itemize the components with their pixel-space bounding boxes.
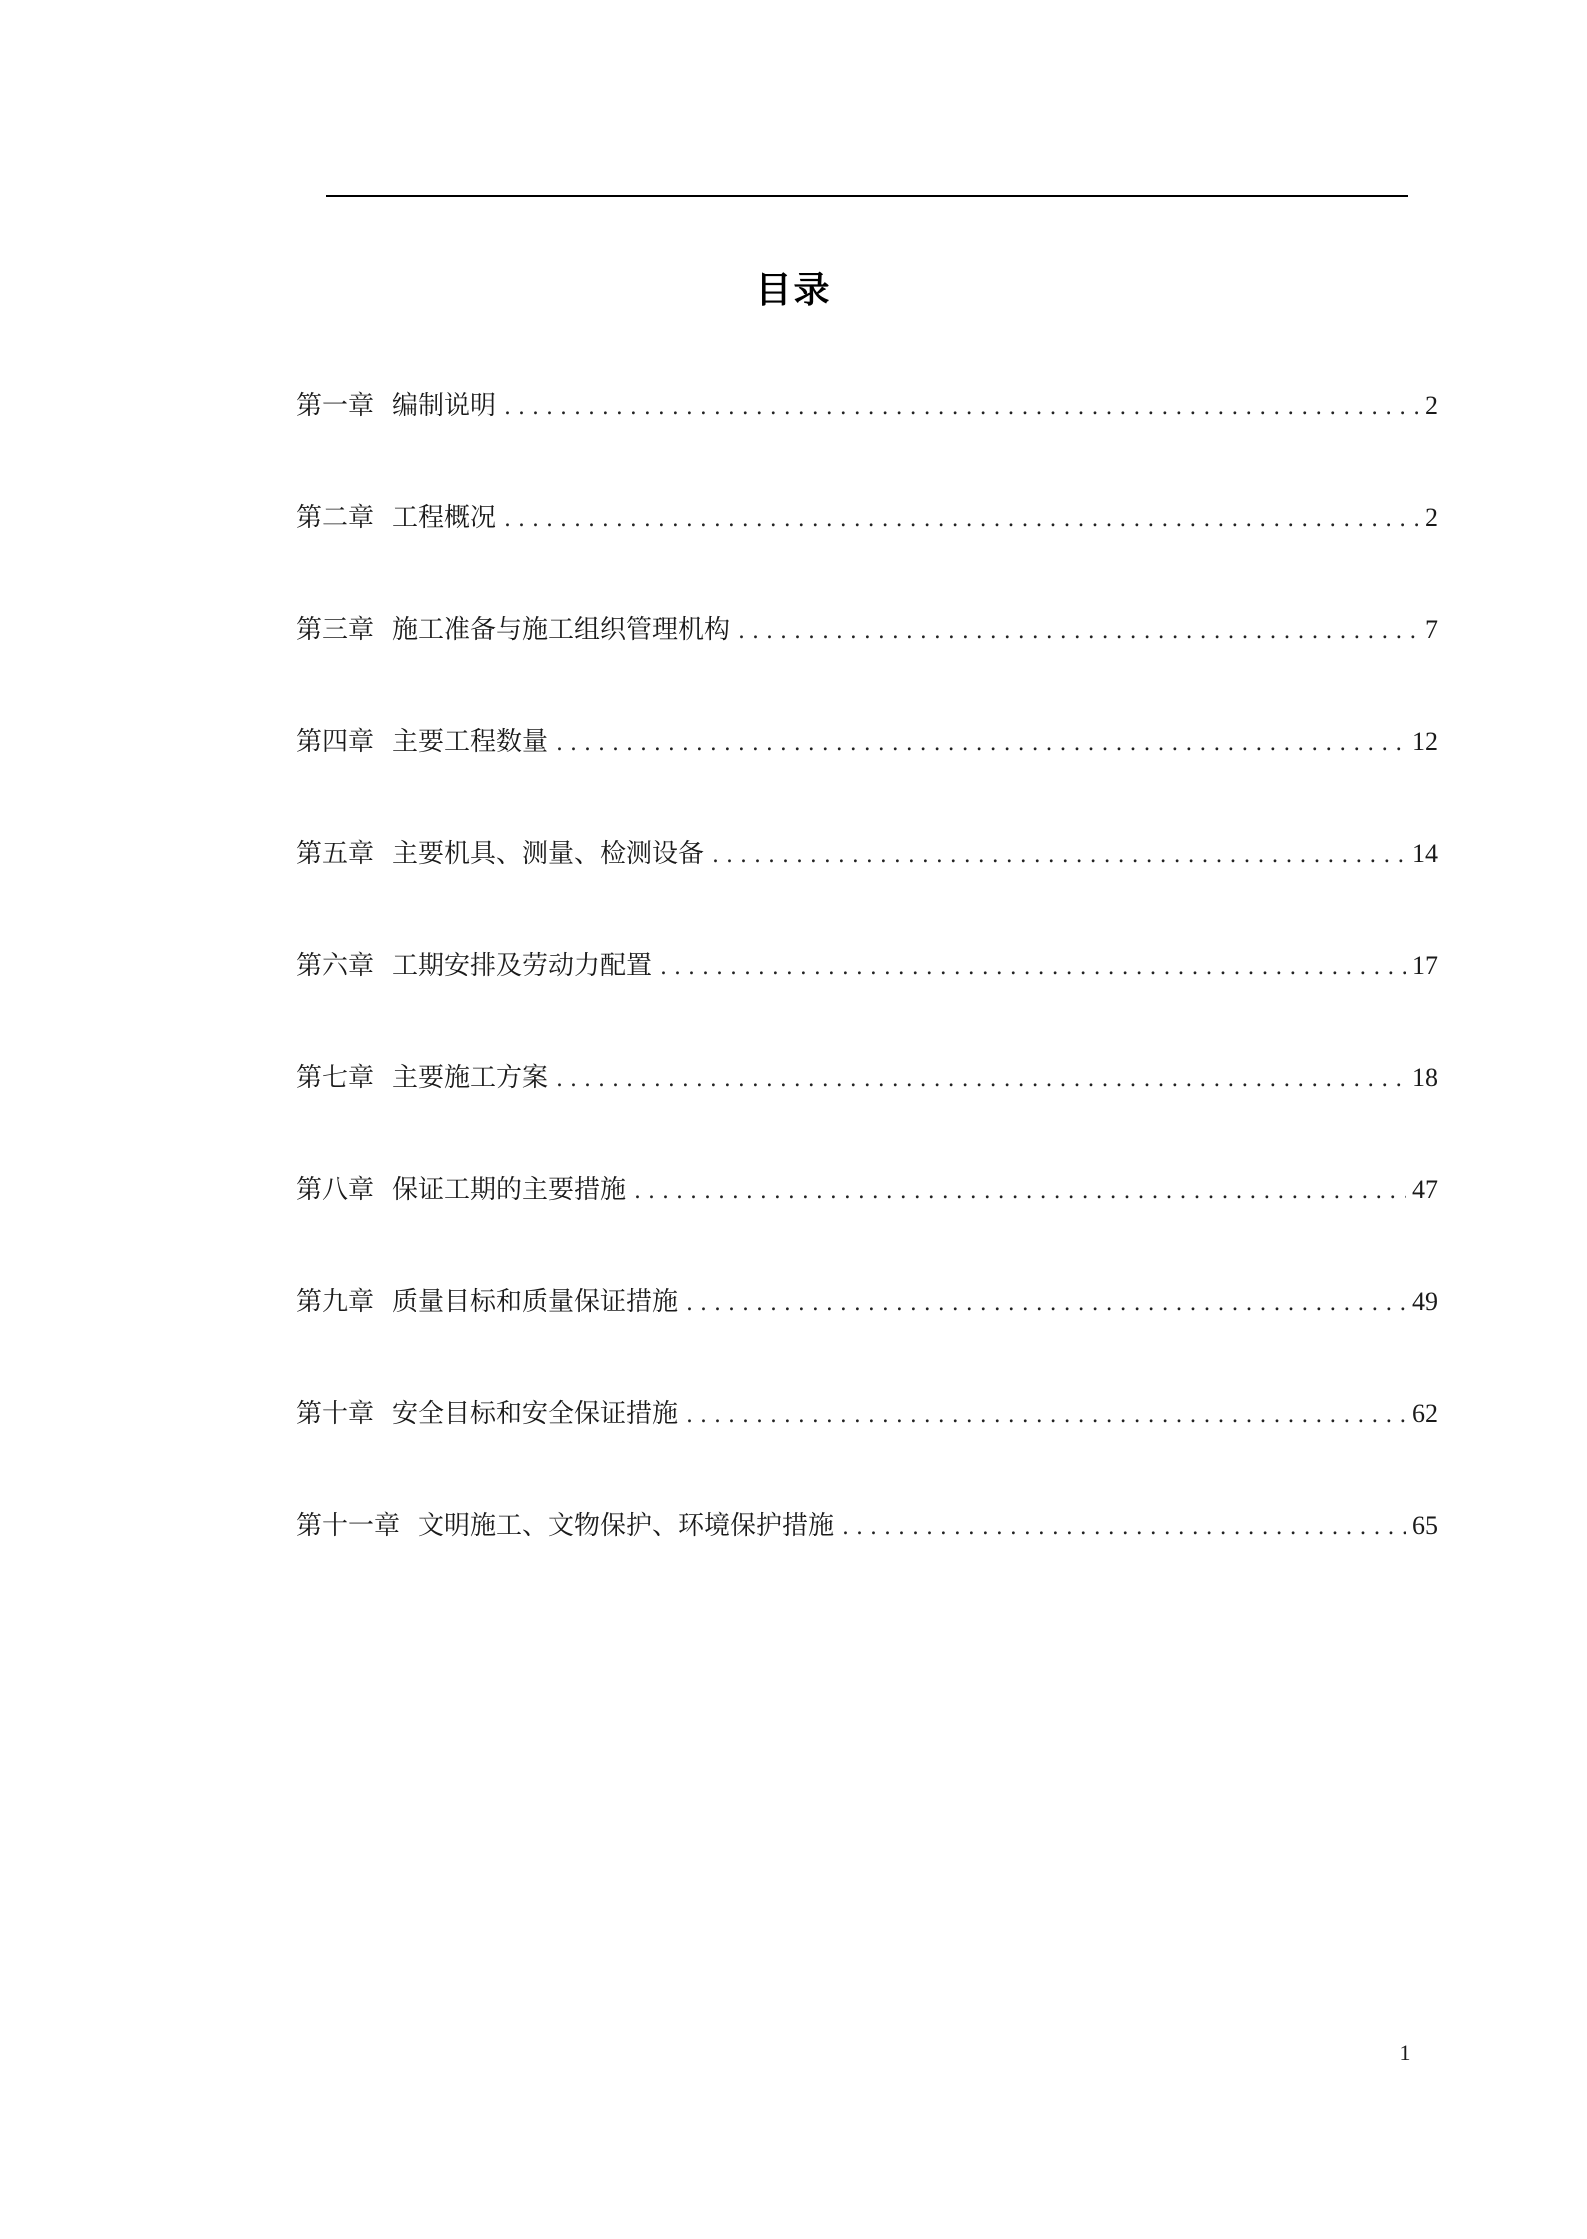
- toc-heading: 主要工程数量: [392, 727, 549, 757]
- toc-entry[interactable]: [296, 714, 1438, 826]
- toc-entry[interactable]: [296, 1274, 1438, 1386]
- toc-page-number: 18: [1412, 1063, 1438, 1092]
- header-rule: [326, 195, 1408, 197]
- toc-heading: 文明施工、文物保护、环境保护措施: [418, 1511, 835, 1541]
- toc-leader-dots: [738, 604, 1419, 660]
- toc-leader-dots: [712, 828, 1406, 884]
- toc-heading: 工程概况: [392, 503, 497, 533]
- toc-chapter: 第十一章: [296, 1511, 401, 1541]
- toc-page-number: 17: [1412, 951, 1438, 980]
- table-of-contents: [296, 378, 1438, 1610]
- toc-leader-dots: [842, 1500, 1406, 1556]
- toc-entry[interactable]: [296, 1162, 1438, 1274]
- toc-leader-dots: [556, 716, 1406, 772]
- toc-chapter: 第四章: [296, 727, 375, 757]
- toc-heading: 质量目标和质量保证措施: [392, 1287, 679, 1317]
- toc-chapter: 第九章: [296, 1287, 375, 1317]
- toc-heading: 安全目标和安全保证措施: [392, 1399, 679, 1429]
- toc-entry[interactable]: [296, 602, 1438, 714]
- toc-entry[interactable]: [296, 378, 1438, 490]
- page-number: 1: [1399, 2040, 1411, 2065]
- toc-page-number: 14: [1412, 839, 1438, 868]
- toc-entry[interactable]: [296, 1498, 1438, 1610]
- toc-entry[interactable]: [296, 490, 1438, 602]
- toc-chapter: 第三章: [296, 615, 375, 645]
- toc-chapter: 第一章: [296, 391, 375, 421]
- toc-entry[interactable]: [296, 1386, 1438, 1498]
- toc-page-number: 7: [1425, 615, 1438, 644]
- toc-chapter: 第五章: [296, 839, 375, 869]
- toc-page-number: 65: [1412, 1511, 1438, 1540]
- toc-heading: 工期安排及劳动力配置: [392, 951, 653, 981]
- toc-page-number: 49: [1412, 1287, 1438, 1316]
- toc-heading: 主要机具、测量、检测设备: [392, 839, 705, 869]
- toc-entry[interactable]: [296, 826, 1438, 938]
- toc-leader-dots: [634, 1164, 1406, 1220]
- toc-entry[interactable]: [296, 938, 1438, 1050]
- toc-page-number: 62: [1412, 1399, 1438, 1428]
- toc-heading: 施工准备与施工组织管理机构: [392, 615, 731, 645]
- toc-title: 目录: [755, 269, 832, 311]
- toc-leader-dots: [660, 940, 1406, 996]
- toc-page-number: 47: [1412, 1175, 1438, 1204]
- toc-page-number: 2: [1425, 391, 1438, 420]
- toc-chapter: 第十章: [296, 1399, 375, 1429]
- toc-heading: 保证工期的主要措施: [392, 1175, 627, 1205]
- toc-chapter: 第七章: [296, 1063, 375, 1093]
- toc-entry[interactable]: [296, 1050, 1438, 1162]
- toc-leader-dots: [504, 492, 1419, 548]
- toc-leader-dots: [686, 1276, 1406, 1332]
- toc-page-number: 12: [1412, 727, 1438, 756]
- toc-leader-dots: [556, 1052, 1406, 1108]
- toc-leader-dots: [686, 1388, 1406, 1444]
- toc-chapter: 第六章: [296, 951, 375, 981]
- toc-page-number: 2: [1425, 503, 1438, 532]
- toc-heading: 主要施工方案: [392, 1063, 549, 1093]
- toc-chapter: 第八章: [296, 1175, 375, 1205]
- toc-leader-dots: [504, 380, 1419, 436]
- toc-chapter: 第二章: [296, 503, 375, 533]
- toc-heading: 编制说明: [392, 391, 497, 421]
